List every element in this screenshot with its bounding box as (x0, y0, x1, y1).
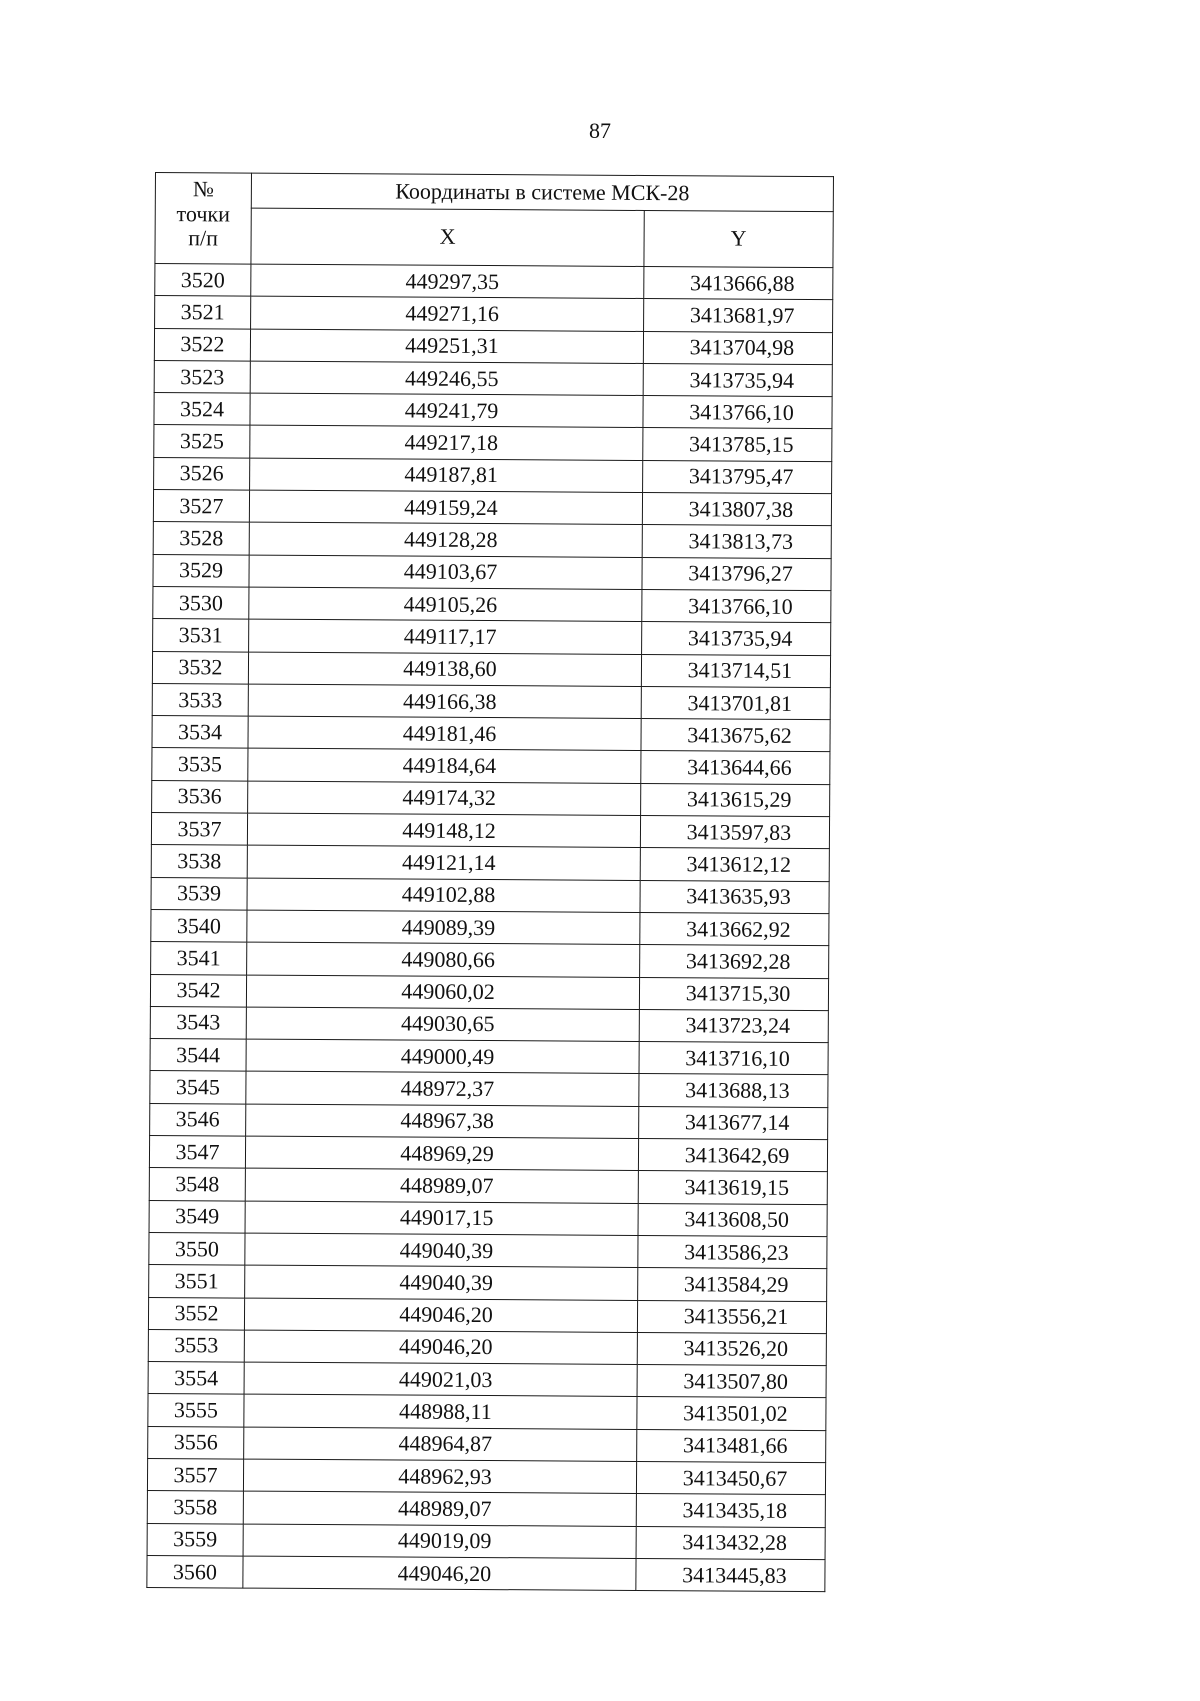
y-coordinate-cell: 3413584,29 (638, 1268, 827, 1301)
point-number-cell: 3532 (152, 651, 248, 684)
table-row (152, 748, 830, 784)
point-number-cell: 3546 (150, 1103, 246, 1136)
y-coordinate-cell: 3413807,38 (642, 493, 831, 526)
coordinate-system-header: Координаты в системе МСК-28 (251, 173, 833, 211)
y-coordinate-cell: 3413701,81 (641, 686, 830, 719)
y-coordinate-cell: 3413526,20 (637, 1332, 826, 1365)
point-number-cell: 3559 (147, 1523, 243, 1556)
coordinates-table (146, 172, 834, 1592)
point-number-cell: 3553 (148, 1329, 244, 1362)
point-number-cell: 3558 (147, 1491, 243, 1524)
table-row (154, 328, 832, 364)
table-row (150, 1103, 828, 1139)
table-row (153, 586, 831, 622)
y-coordinate-cell: 3413608,50 (638, 1203, 827, 1236)
table-row (151, 909, 829, 945)
point-number-cell: 3529 (153, 554, 249, 587)
y-coordinate-cell: 3413445,83 (636, 1558, 825, 1591)
point-number-cell: 3527 (153, 490, 249, 523)
x-coordinate-cell: 449271,16 (251, 296, 644, 331)
point-number-cell: 3530 (153, 586, 249, 619)
table-row (147, 1523, 825, 1559)
table-row (151, 813, 829, 849)
table-row (147, 1458, 825, 1494)
x-coordinate-cell: 449184,64 (248, 749, 641, 784)
x-coordinate-cell: 449181,46 (248, 716, 641, 751)
x-column-header: X (251, 208, 644, 266)
point-number-cell: 3544 (150, 1039, 246, 1072)
table-body (147, 264, 833, 1592)
point-number-cell: 3539 (151, 877, 247, 910)
x-coordinate-cell: 449117,17 (249, 619, 642, 654)
table-row (147, 1491, 825, 1527)
point-number-cell: 3557 (147, 1458, 243, 1491)
table-row (149, 1232, 827, 1268)
x-coordinate-cell: 449000,49 (246, 1039, 639, 1074)
point-number-header-line1: № (192, 176, 214, 202)
y-coordinate-cell: 3413597,83 (640, 816, 829, 849)
y-coordinate-cell: 3413435,18 (636, 1494, 825, 1527)
table-row (148, 1297, 826, 1333)
x-coordinate-cell: 448988,11 (244, 1394, 637, 1429)
table-row (148, 1329, 826, 1365)
point-number-cell: 3523 (154, 360, 250, 393)
table-row (152, 683, 830, 719)
x-coordinate-cell: 448969,29 (245, 1136, 638, 1171)
x-coordinate-cell: 449046,20 (243, 1556, 636, 1591)
x-coordinate-cell: 449019,09 (243, 1524, 636, 1559)
table-row (154, 393, 832, 429)
y-coordinate-cell: 3413481,66 (637, 1429, 826, 1462)
y-coordinate-cell: 3413666,88 (644, 266, 833, 299)
y-coordinate-cell: 3413813,73 (642, 525, 831, 558)
point-number-cell: 3520 (155, 264, 251, 297)
y-coordinate-cell: 3413675,62 (641, 719, 830, 752)
table-row (154, 360, 832, 396)
point-number-cell: 3555 (148, 1394, 244, 1427)
point-number-cell: 3543 (150, 1006, 246, 1039)
x-coordinate-cell: 449046,20 (244, 1298, 637, 1333)
table-row (152, 716, 830, 752)
table-row (149, 1200, 827, 1236)
x-coordinate-cell: 449121,14 (247, 845, 640, 880)
point-number-cell: 3541 (151, 942, 247, 975)
point-number-cell: 3545 (150, 1071, 246, 1104)
y-coordinate-cell: 3413507,80 (637, 1365, 826, 1398)
point-number-cell: 3524 (154, 393, 250, 426)
point-number-cell: 3538 (151, 845, 247, 878)
x-coordinate-cell: 449046,20 (244, 1330, 637, 1365)
table-row (151, 942, 829, 978)
y-coordinate-cell: 3413735,94 (642, 622, 831, 655)
x-coordinate-cell: 449103,67 (249, 555, 642, 590)
point-number-cell: 3533 (152, 683, 248, 716)
y-coordinate-cell: 3413715,30 (639, 977, 828, 1010)
table-row (150, 974, 828, 1010)
table-row (147, 1555, 825, 1591)
y-coordinate-cell: 3413677,14 (639, 1106, 828, 1139)
point-number-cell: 3550 (149, 1232, 245, 1265)
table-row (148, 1394, 826, 1430)
x-coordinate-cell: 449159,24 (249, 490, 642, 525)
y-coordinate-cell: 3413644,66 (641, 751, 830, 784)
y-coordinate-cell: 3413662,92 (640, 912, 829, 945)
point-number-cell: 3525 (154, 425, 250, 458)
y-coordinate-cell: 3413766,10 (643, 396, 832, 429)
x-coordinate-cell: 449021,03 (244, 1362, 637, 1397)
x-coordinate-cell: 449102,88 (247, 878, 640, 913)
point-number-cell: 3554 (148, 1362, 244, 1395)
table-row (151, 877, 829, 913)
point-number-cell: 3521 (155, 296, 251, 329)
y-coordinate-cell: 3413688,13 (639, 1074, 828, 1107)
y-coordinate-cell: 3413704,98 (643, 331, 832, 364)
table-row (153, 554, 831, 590)
point-number-cell: 3551 (149, 1265, 245, 1298)
table-row (148, 1362, 826, 1398)
x-coordinate-cell: 448989,07 (243, 1491, 636, 1526)
table-row (152, 651, 830, 687)
x-coordinate-cell: 449166,38 (248, 684, 641, 719)
x-coordinate-cell: 449174,32 (248, 781, 641, 816)
point-number-cell: 3552 (148, 1297, 244, 1330)
point-number-cell: 3522 (154, 328, 250, 361)
table-row (149, 1265, 827, 1301)
point-number-header-line2: точки (176, 200, 230, 227)
point-number-cell: 3534 (152, 716, 248, 749)
y-coordinate-cell: 3413681,97 (644, 299, 833, 332)
y-coordinate-cell: 3413766,10 (642, 589, 831, 622)
x-coordinate-cell: 449297,35 (251, 264, 644, 299)
page-number: 87 (589, 118, 611, 143)
x-coordinate-cell: 449187,81 (250, 458, 643, 493)
x-coordinate-cell: 449040,39 (245, 1233, 638, 1268)
y-coordinate-cell: 3413716,10 (639, 1042, 828, 1075)
y-coordinate-cell: 3413735,94 (643, 363, 832, 396)
point-number-cell: 3535 (152, 748, 248, 781)
point-number-header (155, 173, 252, 265)
y-coordinate-cell: 3413795,47 (643, 460, 832, 493)
table-row (154, 425, 832, 461)
y-coordinate-cell: 3413612,12 (640, 848, 829, 881)
table-row (153, 619, 831, 655)
y-coordinate-cell: 3413450,67 (636, 1461, 825, 1494)
table-row (153, 490, 831, 526)
table-row (152, 780, 830, 816)
x-coordinate-cell: 449241,79 (250, 393, 643, 428)
y-coordinate-cell: 3413556,21 (637, 1300, 826, 1333)
y-coordinate-cell: 3413635,93 (640, 880, 829, 913)
x-coordinate-cell: 448972,37 (246, 1071, 639, 1106)
point-number-cell: 3526 (154, 457, 250, 490)
y-coordinate-cell: 3413723,24 (639, 1009, 828, 1042)
point-number-cell: 3536 (152, 780, 248, 813)
x-coordinate-cell: 449148,12 (247, 813, 640, 848)
table-row (153, 522, 831, 558)
point-number-cell: 3531 (153, 619, 249, 652)
table-row (150, 1006, 828, 1042)
y-coordinate-cell: 3413796,27 (642, 557, 831, 590)
point-number-cell: 3548 (149, 1168, 245, 1201)
y-coordinate-cell: 3413619,15 (638, 1171, 827, 1204)
x-coordinate-cell: 449246,55 (250, 361, 643, 396)
table-row (154, 457, 832, 493)
table-row (149, 1136, 827, 1172)
point-number-cell: 3537 (151, 813, 247, 846)
x-coordinate-cell: 449017,15 (245, 1201, 638, 1236)
x-coordinate-cell: 449251,31 (250, 329, 643, 364)
x-coordinate-cell: 448964,87 (244, 1427, 637, 1462)
table-row (155, 264, 833, 300)
x-coordinate-cell: 448989,07 (245, 1168, 638, 1203)
table-header (155, 173, 834, 268)
x-coordinate-cell: 449030,65 (246, 1007, 639, 1042)
point-number-cell: 3542 (150, 974, 246, 1007)
y-coordinate-cell: 3413586,23 (638, 1235, 827, 1268)
table-row (150, 1039, 828, 1075)
y-coordinate-cell: 3413501,02 (637, 1397, 826, 1430)
y-coordinate-cell: 3413692,28 (640, 945, 829, 978)
point-number-cell: 3547 (149, 1136, 245, 1169)
y-coordinate-cell: 3413615,29 (641, 783, 830, 816)
point-number-cell: 3560 (147, 1555, 243, 1588)
x-coordinate-cell: 449080,66 (247, 942, 640, 977)
x-coordinate-cell: 448962,93 (243, 1459, 636, 1494)
point-number-cell: 3556 (148, 1426, 244, 1459)
table-row (149, 1168, 827, 1204)
x-coordinate-cell: 449040,39 (245, 1265, 638, 1300)
y-coordinate-cell: 3413785,15 (643, 428, 832, 461)
y-column-header: Y (644, 210, 833, 267)
table-row (151, 845, 829, 881)
y-coordinate-cell: 3413714,51 (641, 654, 830, 687)
x-coordinate-cell: 449217,18 (250, 426, 643, 461)
point-number-cell: 3549 (149, 1200, 245, 1233)
point-number-header-line3: п/п (188, 225, 219, 251)
x-coordinate-cell: 449089,39 (247, 910, 640, 945)
x-coordinate-cell: 449105,26 (249, 587, 642, 622)
table-row (155, 296, 833, 332)
x-coordinate-cell: 449128,28 (249, 522, 642, 557)
point-number-cell: 3540 (151, 909, 247, 942)
x-coordinate-cell: 449138,60 (248, 652, 641, 687)
y-coordinate-cell: 3413642,69 (638, 1138, 827, 1171)
y-coordinate-cell: 3413432,28 (636, 1526, 825, 1559)
x-coordinate-cell: 448967,38 (246, 1104, 639, 1139)
point-number-cell: 3528 (153, 522, 249, 555)
table-row (148, 1426, 826, 1462)
table-row (150, 1071, 828, 1107)
x-coordinate-cell: 449060,02 (246, 975, 639, 1010)
